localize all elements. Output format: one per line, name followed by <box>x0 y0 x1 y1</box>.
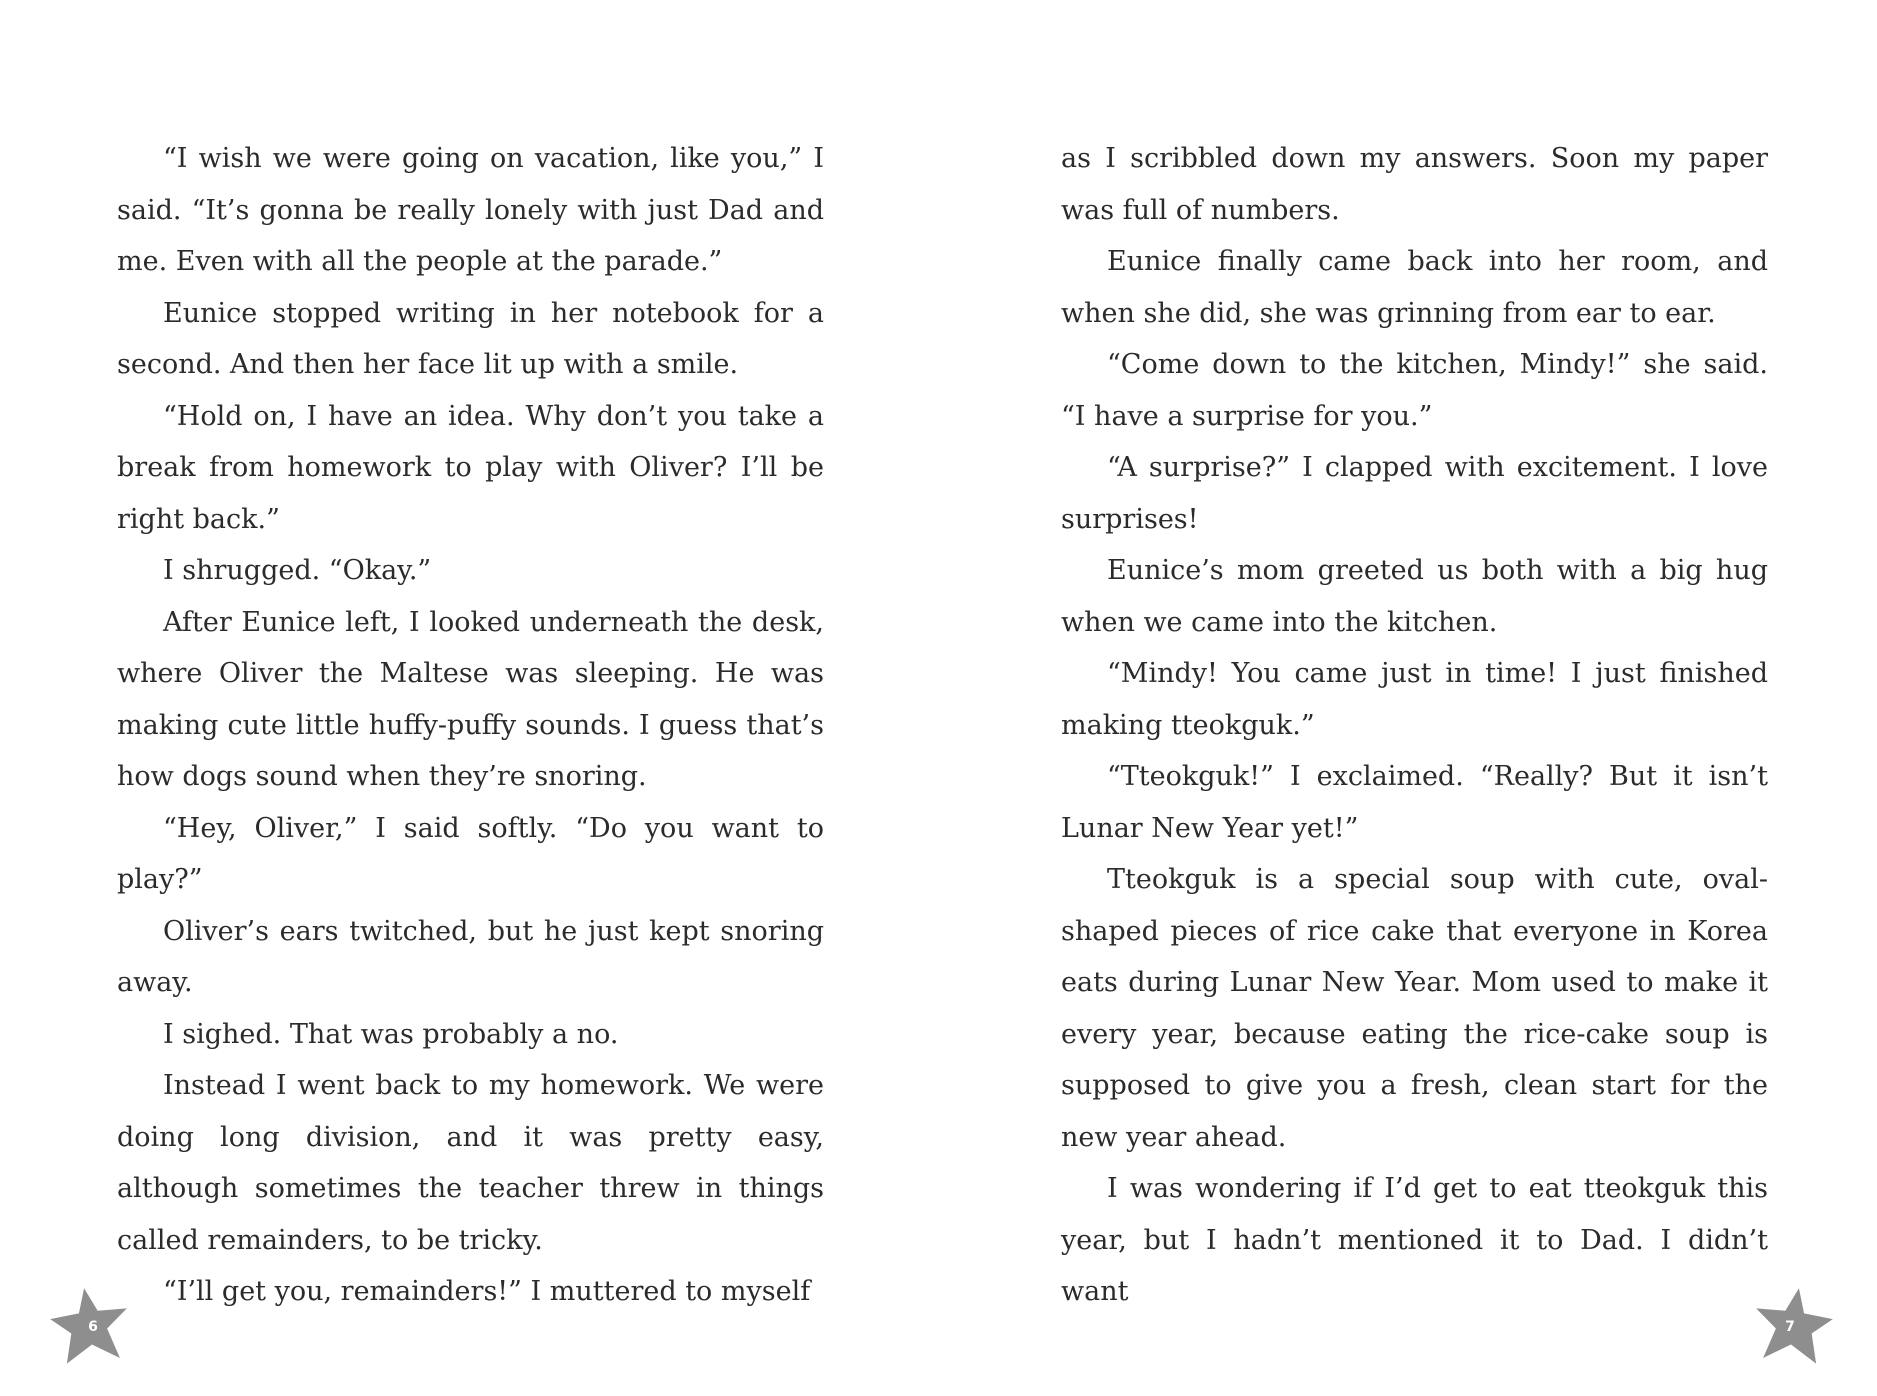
paragraph: After Eunice left, I looked underneath the desk, where Oliver the Maltese was sleeping. He was making cute little huffy-puffy sounds. I guess that’s how dogs sound when they’re snoring. <box>117 606 824 792</box>
page-number: 6 <box>88 1319 98 1335</box>
paragraph: “I wish we were going on vacation, like you,” I said. “It’s gonna be really lonely with just Dad and me. Even with all the people at the parade.” <box>117 143 824 277</box>
paragraph: Eunice’s mom greeted us both with a big hug when we came into the kitchen. <box>1061 555 1768 638</box>
left-page-text <box>117 133 824 1318</box>
page-number-badge <box>50 1284 136 1370</box>
paragraph: as I scribbled down my answers. Soon my paper was full of numbers. <box>1061 143 1768 226</box>
page-number: 7 <box>1785 1319 1795 1335</box>
paragraph: “I’ll get you, remainders!” I muttered to myself <box>163 1276 811 1307</box>
paragraph: I shrugged. “Okay.” <box>163 555 432 586</box>
paragraph: “Come down to the kitchen, Mindy!” she said. “I have a surprise for you.” <box>1061 349 1768 432</box>
paragraph: “Tteokguk!” I exclaimed. “Really? But it isn’t Lunar New Year yet!” <box>1061 761 1768 844</box>
paragraph: Oliver’s ears twitched, but he just kept snoring away. <box>117 915 824 998</box>
paragraph: Tteokguk is a special soup with cute, oval-shaped pieces of rice cake that everyone in Korea eats during Lunar New Year. Mom used to make it every year, because eating the rice-cake soup is supposed to give you a fresh, clean start for the new year ahead. <box>1061 864 1768 1153</box>
paragraph: “Hey, Oliver,” I said softly. “Do you want to play?” <box>117 812 824 895</box>
right-page <box>939 0 1877 1396</box>
left-page <box>0 0 938 1396</box>
paragraph: I was wondering if I’d get to eat tteokguk this year, but I hadn’t mentioned it to Dad. I didn’t want <box>1061 1173 1768 1307</box>
paragraph: “A surprise?” I clapped with excitement. I love surprises! <box>1061 452 1768 535</box>
paragraph: I sighed. That was probably a no. <box>163 1018 619 1050</box>
paragraph: “Hold on, I have an idea. Why don’t you take a break from homework to play with Oliver? I’ll be right back.” <box>117 400 824 535</box>
paragraph: “Mindy! You came just in time! I just finished making tteokguk.” <box>1061 658 1768 741</box>
paragraph: Eunice stopped writing in her notebook for a second. And then her face lit up with a smile. <box>117 297 824 380</box>
paragraph: Eunice finally came back into her room, and when she did, she was grinning from ear to ear. <box>1061 246 1768 329</box>
right-page-text <box>1061 133 1768 1318</box>
paragraph: Instead I went back to my homework. We were doing long division, and it was pretty easy, although sometimes the teacher threw in things called remainders, to be tricky. <box>117 1070 824 1256</box>
page-number-badge <box>1747 1284 1833 1370</box>
